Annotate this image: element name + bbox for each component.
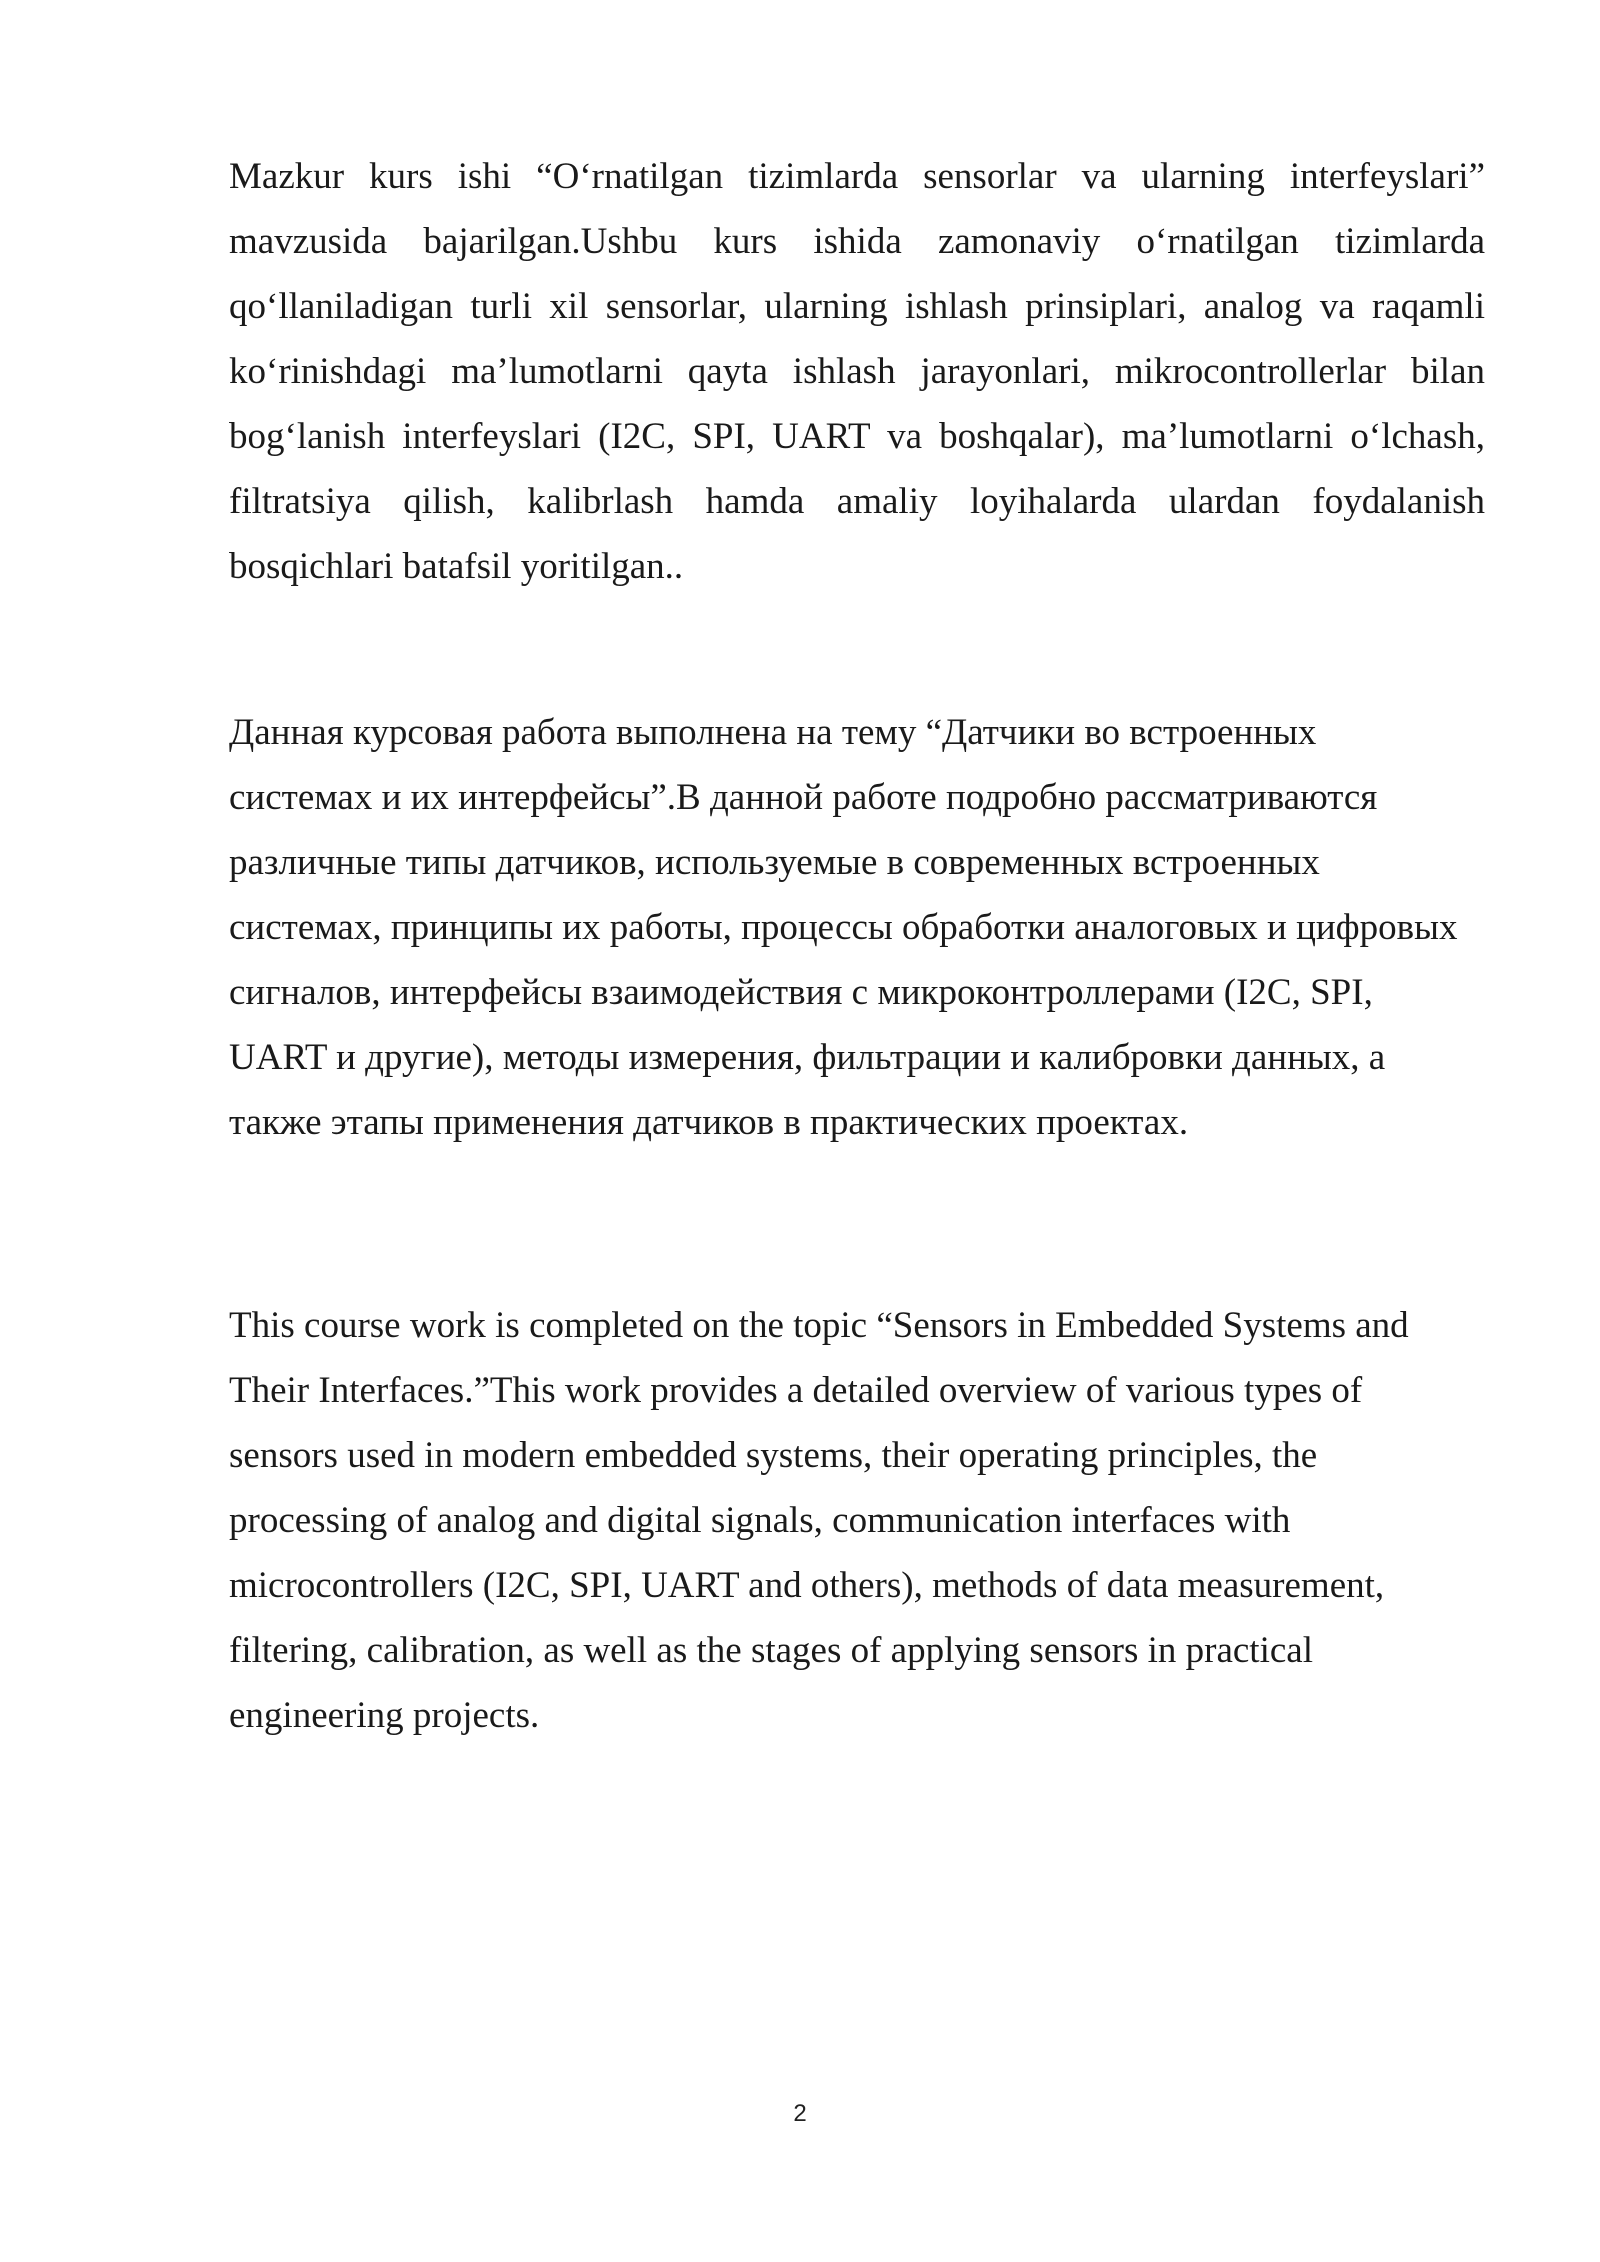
text-line: Their Interfaces.”This work provides a detailed overview of various types of [229,1370,1363,1411]
abstract-paragraph-uzbek [229,144,1485,599]
text-line: ko‘rinishdagi ma’lumotlarni qayta ishlash jarayonlari, mikrocontrollerlar bilan [229,351,1485,392]
text-line: mavzusida bajarilgan.Ushbu kurs ishida zamonaviy o‘rnatilgan tizimlarda [229,221,1485,262]
abstract-paragraph-russian [229,700,1485,1155]
text-line: Данная курсовая работа выполнена на тему “Датчики во встроенных [229,712,1317,753]
text-line: sensors used in modern embedded systems, their operating principles, the [229,1435,1318,1476]
text-line: filtering, calibration, as well as the stages of applying sensors in practical [229,1630,1313,1671]
text-line: microcontrollers (I2C, SPI, UART and others), methods of data measurement, [229,1565,1385,1606]
text-line: This course work is completed on the topic “Sensors in Embedded Systems and [229,1305,1409,1346]
text-line: qo‘llaniladigan turli xil sensorlar, ularning ishlash prinsiplari, analog va raqamli [229,286,1485,327]
text-line: filtratsiya qilish, kalibrlash hamda amaliy loyihalarda ulardan foydalanish [229,481,1485,522]
text-line: processing of analog and digital signals, communication interfaces with [229,1500,1291,1541]
text-line: bog‘lanish interfeyslari (I2C, SPI, UART va boshqalar), ma’lumotlarni o‘lchash, [229,416,1485,457]
text-line: системах и их интерфейсы”.В данной работе подробно рассматриваются [229,777,1378,818]
text-line: различные типы датчиков, используемые в современных встроенных [229,842,1320,883]
page-number: 2 [793,2100,807,2127]
text-line: UART и другие), методы измерения, фильтрации и калибровки данных, а [229,1037,1386,1078]
abstract-paragraph-english [229,1293,1485,1748]
text-line: engineering projects. [229,1695,540,1736]
text-line: системах, принципы их работы, процессы обработки аналоговых и цифровых [229,907,1458,948]
text-line: сигналов, интерфейсы взаимодействия с микроконтроллерами (I2C, SPI, [229,972,1373,1013]
text-line: bosqichlari batafsil yoritilgan.. [229,546,684,587]
text-line: Mazkur kurs ishi “O‘rnatilgan tizimlarda sensorlar va ularning interfeyslari” [229,156,1485,197]
text-line: также этапы применения датчиков в практических проектах. [229,1102,1189,1143]
